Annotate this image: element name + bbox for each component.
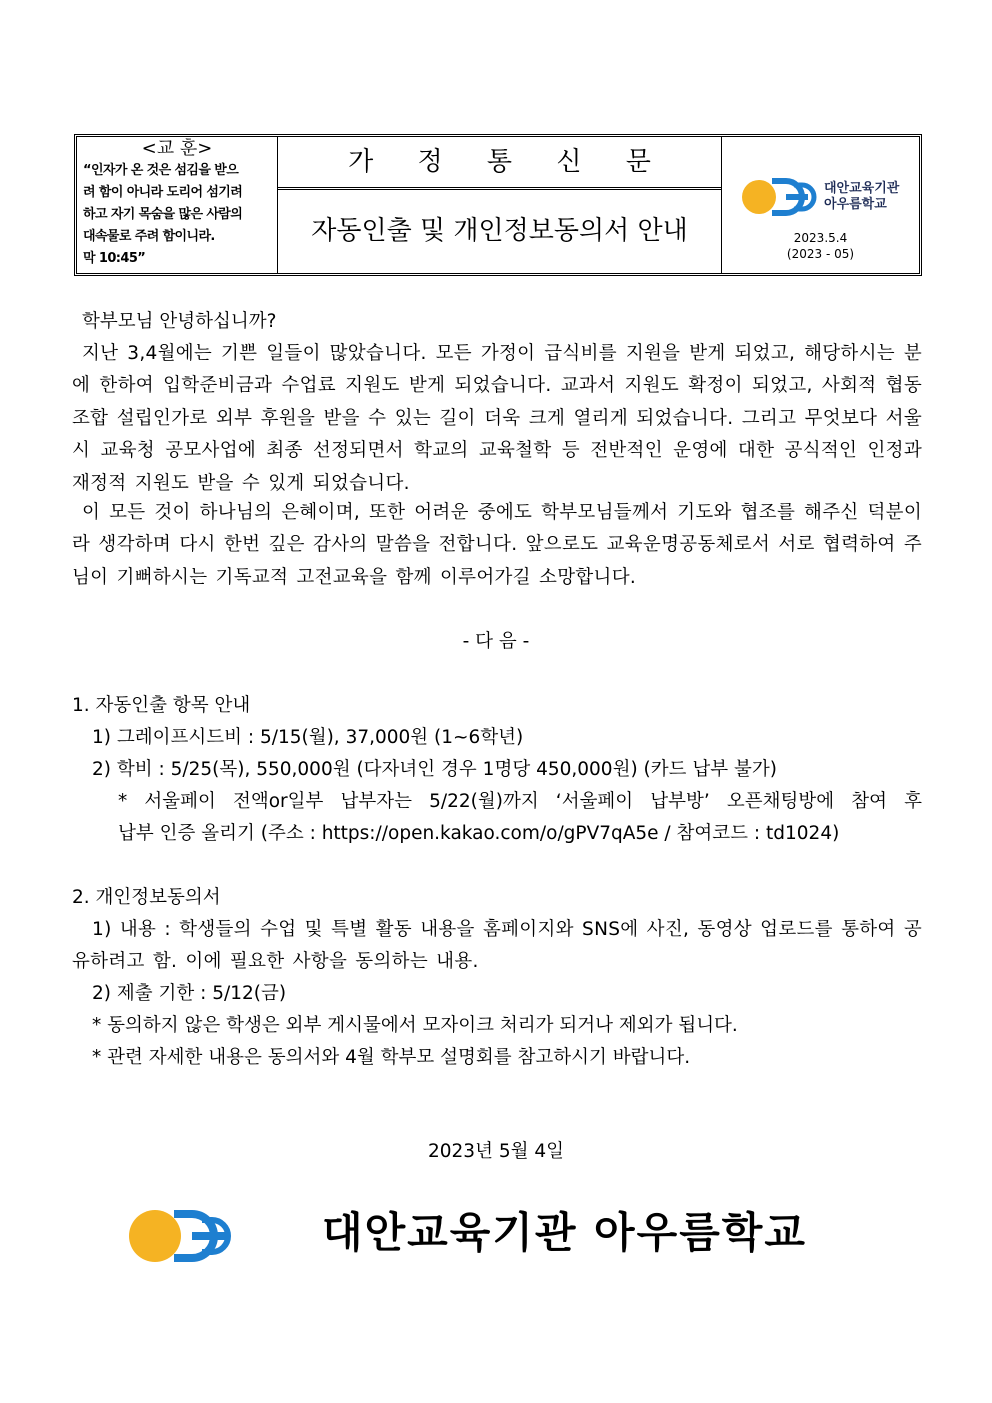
motto-line: 대속물로 주려 함이니라. bbox=[83, 229, 215, 244]
header-date-block bbox=[722, 230, 919, 262]
motto-cell bbox=[77, 137, 278, 273]
logo-date-cell bbox=[722, 137, 919, 273]
motto-line: “인자가 온 것은 섬김을 받으 bbox=[83, 163, 239, 178]
paragraph-2: 이 모든 것이 하나님의 은혜이며, 또한 어려운 중에도 학부모님들께서 기도와 협조를 해주신 덕분이라 생각하며 다시 한번 깊은 감사의 말씀을 전합니다. 앞으로도 교육운명공동체로서 서로 협력하여 주님이 기뻐하시는 기독교적 고전교육을 함께 이루어가길 소망합니다. bbox=[72, 502, 922, 588]
section-1-item-1: 1) 그레이프시드비 : 5/15(월), 37,000원 (1~6학년) bbox=[92, 727, 524, 748]
header-date: 2023.5.4 bbox=[793, 231, 848, 245]
greeting: 학부모님 안녕하십니까? bbox=[82, 311, 277, 332]
footer-school-name: 대안교육기관 아우름학교 bbox=[322, 1208, 807, 1257]
motto-text bbox=[77, 160, 277, 270]
motto-line: 려 함이 아니라 도리어 섬기려 bbox=[83, 185, 243, 200]
newsletter-header bbox=[74, 134, 922, 276]
section-2-item-2: 2) 제출 기한 : 5/12(금) bbox=[92, 983, 287, 1004]
school-logo-icon bbox=[742, 173, 822, 221]
section-2-title: 2. 개인정보동의서 bbox=[72, 887, 221, 908]
newsletter-subject: 자동인출 및 개인정보동의서 안내 bbox=[311, 216, 688, 246]
newsletter-title: 가 정 통 신 문 bbox=[278, 137, 721, 190]
motto-line: 하고 자기 목숨을 많은 사람의 bbox=[83, 207, 243, 222]
footer-logo bbox=[128, 1206, 238, 1266]
issue-number: (2023 - 05) bbox=[786, 247, 855, 261]
school-logo-text bbox=[824, 181, 899, 213]
section-2-note-2: * 관련 자세한 내용은 동의서와 4월 학부모 설명회를 참고하시기 바랍니다. bbox=[92, 1047, 691, 1068]
logo-text-line1: 대안교육기관 bbox=[824, 181, 900, 196]
section-2-item-1: 1) 내용 : 학생들의 수업 및 특별 활동 내용을 홈페이지와 SNS에 사진, 동영상 업로드를 통하여 공유하려고 함. 이에 필요한 사항을 동의하는 내용. bbox=[72, 919, 922, 973]
logo-text-line2: 아우름학교 bbox=[824, 197, 887, 212]
section-1-note-line-1: * 서울페이 전액or일부 납부자는 5/22(월)까지 ‘서울페이 납부방’ 오픈채팅방에 참여 후 bbox=[118, 791, 922, 812]
section-2-note-1: * 동의하지 않은 학생은 외부 게시물에서 모자이크 처리가 되거나 제외가 됩니다. bbox=[92, 1015, 738, 1036]
footer-date: 2023년 5월 4일 bbox=[428, 1141, 564, 1162]
motto-line: 막 10:45” bbox=[83, 251, 146, 266]
motto-title: <교 훈> bbox=[141, 138, 213, 159]
school-logo bbox=[742, 173, 917, 221]
separator-heading: - 다 음 - bbox=[462, 631, 530, 652]
section-1-title: 1. 자동인출 항목 안내 bbox=[72, 695, 251, 716]
school-logo-icon bbox=[128, 1206, 238, 1266]
paragraph-1: 지난 3,4월에는 기쁜 일들이 많았습니다. 모든 가정이 급식비를 지원을 받게 되었고, 해당하시는 분에 한하여 입학준비금과 수업료 지원도 받게 되었습니다. 교과서 지원도 확정이 되었고, 사회적 협동조합 설립인가로 외부 후원을 받을 수 있는 길이 더욱 크게 열리게 되었습니다. 그리고 무엇보다 서울시 교육청 공모사업에 최종 선정되면서 학교의 교육철학 등 전반적인 운영에 대한 공식적인 인정과 재정적 지원도 받을 수 있게 되었습니다. bbox=[72, 343, 922, 494]
section-1-note-line-2: 납부 인증 올리기 (주소 : https://open.kakao.com/o/gPV7qA5e / 참여코드 : td1024) bbox=[118, 823, 840, 844]
section-1-item-2: 2) 학비 : 5/25(목), 550,000원 (다자녀인 경우 1명당 450,000원) (카드 납부 불가) bbox=[92, 759, 777, 780]
title-cell bbox=[278, 137, 722, 273]
